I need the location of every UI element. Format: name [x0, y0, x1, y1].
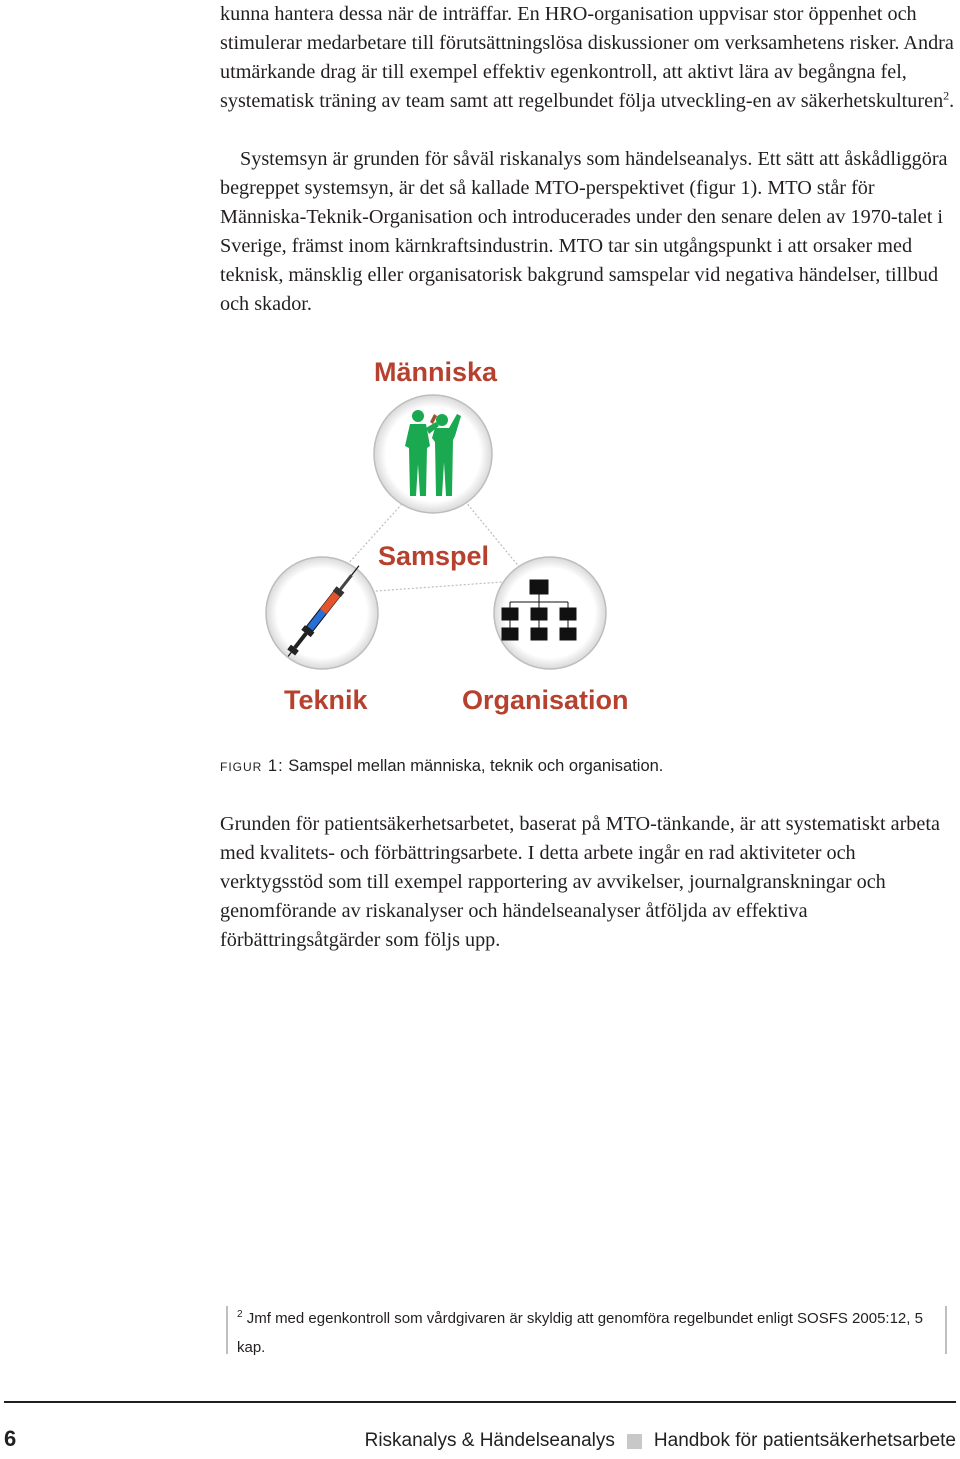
label-interaction: Samspel — [378, 541, 490, 571]
footnote-reference[interactable]: 2 — [943, 88, 950, 103]
footnote — [237, 1304, 937, 1362]
footer-separator-square — [627, 1434, 642, 1449]
body-paragraph-2 — [220, 145, 958, 319]
paragraph-text: Systemsyn är grunden för såväl riskanalys som händelseanalys. Ett sätt att åskådliggöra begreppet systemsyn, är det så kallade MTO-perspektivet (figur 1). MTO står för Människa-Teknik-Organisation och introducerades under den senare delen av 1970-talet i Sverige, främst inom kärnkraftsindustrin. MTO tar sin utgångspunkt i att orsaker med teknisk, mänsklig eller organisatorisk bakgrund samspelar vid negativa händelser, tillbud och skador. — [220, 148, 948, 315]
running-footer — [365, 1430, 956, 1452]
footnote-divider-right — [945, 1306, 947, 1354]
body-paragraph-1 — [220, 0, 958, 116]
caption-key: figur 1: — [220, 757, 284, 775]
label-organisation: Organisation — [462, 685, 629, 715]
body-paragraph-3 — [220, 810, 958, 955]
label-technology: Teknik — [284, 685, 368, 715]
footer-rule — [4, 1401, 956, 1403]
page-number: 6 — [4, 1426, 17, 1451]
paragraph-text: Grunden för patientsäkerhetsarbetet, baserat på MTO-tänkande, är att systematiskt arbeta med kvalitets- och förbättringsarbete. I detta arbete ingår en rad aktiviteter och verktygsstöd som till exempel rapportering av avvikelser, journalgranskningar och genomförande av riskanalyser och händelseanalyser åtföljda av effektiva förbättringsåtgärder som följs upp. — [220, 813, 940, 951]
footnote-number: 2 — [237, 1309, 243, 1320]
footnote-divider-left — [226, 1306, 228, 1354]
figure-caption — [220, 754, 663, 778]
footnote-text: Jmf med egenkontroll som vårdgivaren är skyldig att genomföra regelbundet enligt SOSFS 2005:12, 5 kap. — [237, 1310, 923, 1356]
human-circle — [374, 395, 492, 513]
footer-subtitle: Handbok för patientsäkerhetsarbete — [653, 1430, 956, 1451]
caption-text: Samspel mellan människa, teknik och organisation. — [288, 757, 664, 775]
footer-title: Riskanalys & Händelseanalys — [364, 1430, 615, 1451]
paragraph-end: . — [949, 90, 955, 112]
paragraph-text: kunna hantera dessa när de inträffar. En HRO-organisation uppvisar stor öppenhet och stimulerar medarbetare till förutsättningslösa diskussioner om verksamhetens risker. Andra utmärkande drag är till exempel effektiv egenkontroll, att aktivt lära av begångna fel, systematisk träning av team samt att regelbundet följa utveckling-en av säkerhetskulturen — [220, 3, 954, 112]
label-human: Människa — [374, 357, 498, 387]
mto-figure — [260, 350, 640, 730]
